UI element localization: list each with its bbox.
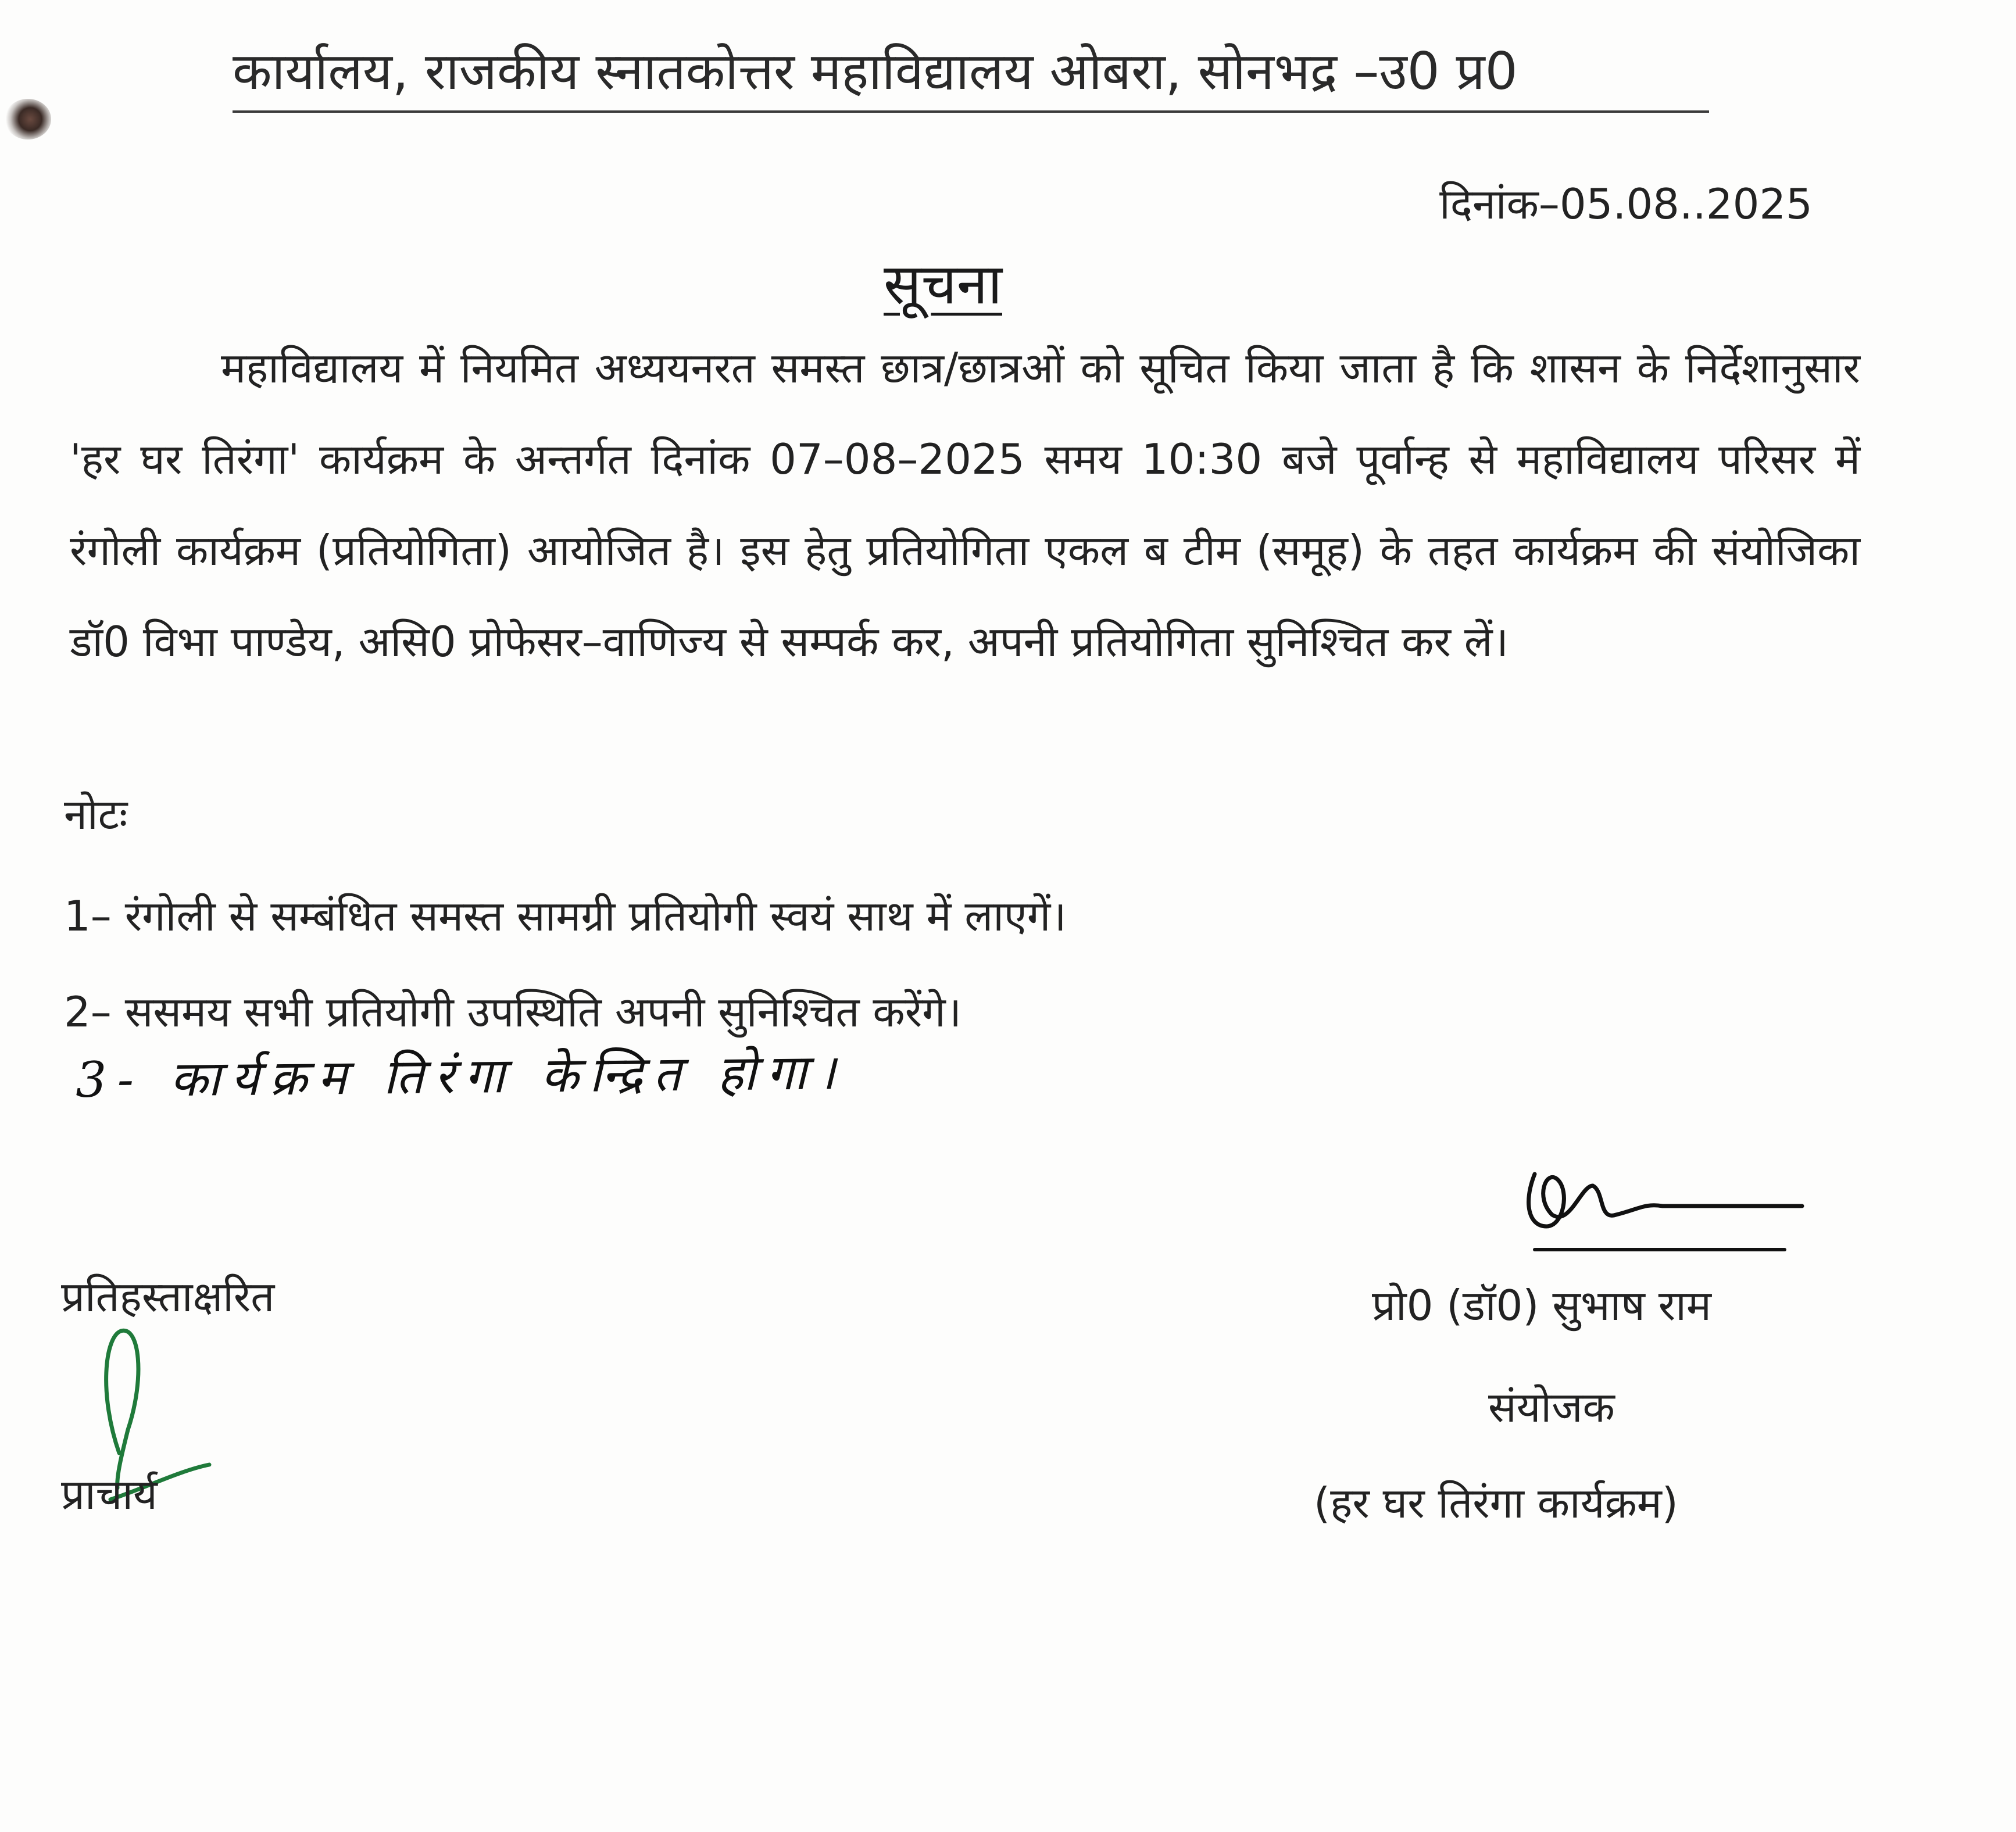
note-item-2: 2– ससमय सभी प्रतियोगी उपस्थिति अपनी सुनिश्चित करेंगे। — [64, 987, 961, 1036]
notice-date: दिनांक–05.08..2025 — [1439, 180, 1813, 228]
coordinator-signature — [1511, 1151, 1814, 1267]
coordinator-program: (हर घर तिरंगा कार्यक्रम) — [1314, 1479, 1678, 1527]
principal-designation: प्राचार्य — [61, 1470, 158, 1519]
coordinator-name: प्रो0 (डॉ0) सुभाष राम — [1372, 1281, 1711, 1330]
handwritten-note-3: 3- कार्यक्रम तिरंगा केन्द्रित होगा। — [75, 1043, 846, 1108]
notice-body: महाविद्यालय में नियमित अध्ययनरत समस्त छात्र/छात्रओं को सूचित किया जाता है कि शासन के निर्देशानुसार 'हर घर तिरंगा' कार्यक्रम के अन्तर्गत दिनांक 07–08–2025 समय 10:30 बजे पूर्वान्ह से महाविद्यालय परिसर में रंगोली कार्यक्रम (प्रतियोगिता) आयोजित है। इस हेतु प्रतियोगिता एकल ब टीम (समूह) के तहत कार्यक्रम की संयोजिका डॉ0 विभा पाण्डेय, असि0 प्रोफेसर–वाणिज्य से सम्पर्क कर, अपनी प्रतियोगिता सुनिश्चित कर लें। — [70, 344, 1860, 666]
note-item-1: 1– रंगोली से सम्बंधित समस्त सामग्री प्रतियोगी स्वयं साथ में लाएगें। — [64, 892, 1067, 940]
office-header: कार्यालय, राजकीय स्नातकोत्तर महाविद्यालय ओबरा, सोनभद्र –उ0 प्र0 — [233, 41, 1709, 113]
notice-title: सूचना — [884, 252, 1002, 317]
coordinator-role: संयोजक — [1488, 1383, 1615, 1432]
note-label: नोटः — [64, 790, 128, 839]
countersigned-label: प्रतिहस्ताक्षरित — [61, 1272, 275, 1321]
ink-smudge — [5, 99, 51, 139]
